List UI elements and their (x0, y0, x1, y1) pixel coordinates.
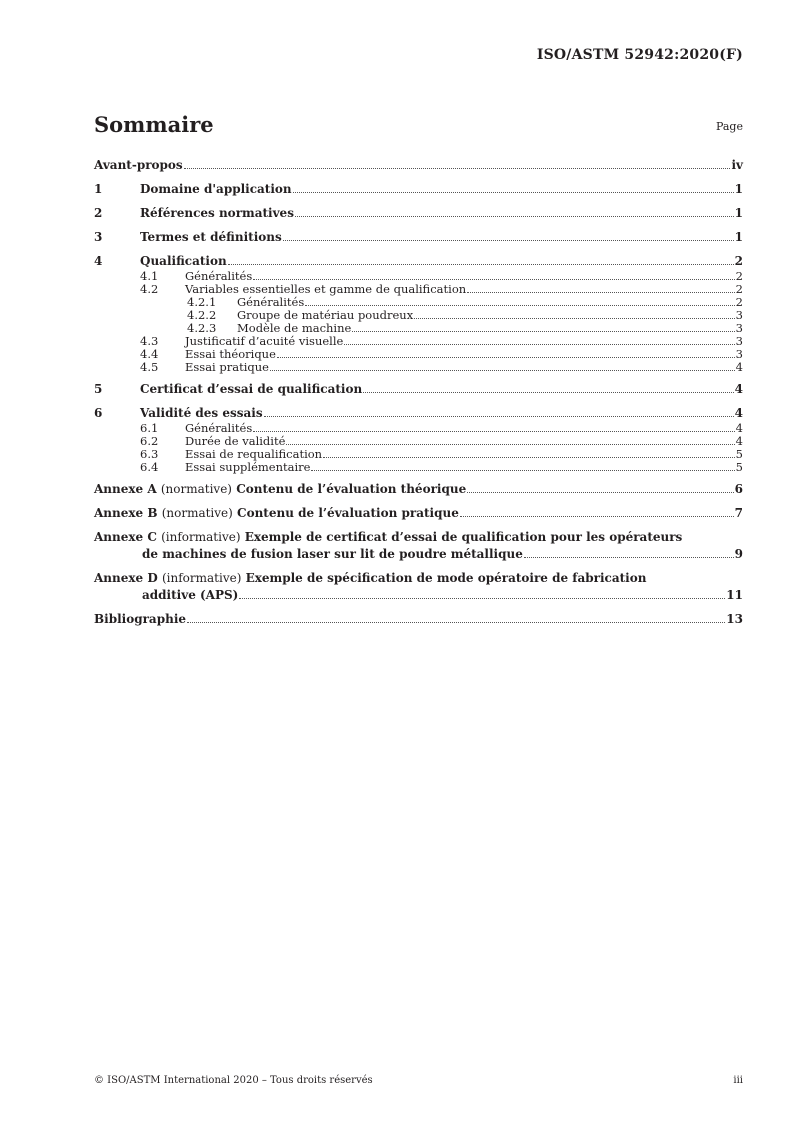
dot-leader (270, 370, 735, 371)
annex-kind: (informative) (161, 530, 241, 544)
toc-entry-label: Généralités (237, 295, 305, 309)
toc-entry-page: 3 (735, 308, 743, 322)
dot-leader (323, 457, 735, 458)
toc-entry-label: Essai pratique (185, 360, 269, 374)
toc-entry-page: 3 (735, 347, 743, 361)
toc-entry-page: 2 (734, 254, 743, 268)
dot-leader (460, 516, 734, 517)
annex-prefix: Annexe B (94, 506, 158, 520)
dot-leader (253, 431, 734, 432)
toc-entry-section-6-4[interactable] (94, 461, 743, 474)
toc-entry-number: 4.1 (140, 269, 159, 283)
toc-entry-number: 6 (94, 406, 103, 420)
dot-leader (187, 622, 725, 623)
dot-leader (184, 168, 731, 169)
toc-entry-label: Références normatives (140, 206, 294, 220)
toc-entry-section-3[interactable] (94, 229, 743, 246)
toc-entry-annex-c[interactable] (94, 529, 743, 563)
toc-entry-number: 4.2.3 (187, 321, 217, 335)
dot-leader (264, 416, 734, 417)
toc-entry-page: 4 (734, 406, 743, 420)
toc-entry-label: Groupe de matériau poudreux (237, 308, 414, 322)
annex-title-continued: additive (APS) (142, 588, 239, 602)
annex-title: Exemple de certificat d’essai de qualification pour les opérateurs (244, 530, 683, 544)
toc-entry-page: 3 (735, 321, 743, 335)
toc-entry-label: Validité des essais (140, 406, 263, 420)
toc-entry-number: 4.4 (140, 347, 159, 361)
annex-prefix: Annexe A (94, 482, 157, 496)
toc-entry-page: 1 (734, 182, 743, 196)
toc-entry-section-4-5[interactable] (94, 361, 743, 374)
toc-entry-page: 2 (735, 269, 743, 283)
annex-prefix: Annexe C (94, 530, 157, 544)
annex-kind: (normative) (161, 506, 233, 520)
dot-leader (467, 492, 733, 493)
toc-entry-label: Qualification (140, 254, 227, 268)
toc-entry-page: 9 (734, 547, 743, 561)
toc-entry-annex-b[interactable] (94, 505, 743, 522)
toc-entry-number: 2 (94, 206, 103, 220)
dot-leader (277, 357, 735, 358)
annex-title-continued: de machines de fusion laser sur lit de poudre métallique (142, 547, 523, 561)
toc-entry-number: 5 (94, 382, 103, 396)
dot-leader (253, 279, 734, 280)
toc-entry-number: 3 (94, 230, 103, 244)
toc-entry-label: Termes et définitions (140, 230, 282, 244)
dot-leader (293, 192, 734, 193)
dot-leader (239, 598, 725, 599)
toc-entry-bibliography[interactable] (94, 611, 743, 628)
toc-entry-page: 4 (735, 434, 743, 448)
toc-entry-page: 6 (734, 482, 743, 496)
toc-entry-section-1[interactable] (94, 181, 743, 198)
dot-leader (228, 264, 734, 265)
dot-leader (311, 470, 734, 471)
dot-leader (524, 557, 734, 558)
table-of-contents (94, 157, 743, 628)
dot-leader (305, 305, 734, 306)
annex-prefix: Annexe D (94, 571, 158, 585)
toc-entry-label: Avant-propos (94, 158, 183, 172)
annex-title: Contenu de l’évaluation pratique (237, 506, 459, 520)
copyright-notice: © ISO/ASTM International 2020 – Tous droits réservés (94, 1075, 373, 1086)
toc-entry-label: Essai théorique (185, 347, 276, 361)
dot-leader (363, 392, 733, 393)
annex-kind: (informative) (161, 571, 242, 585)
toc-entry-page: 4 (734, 382, 743, 396)
toc-entry-label: Modèle de machine (237, 321, 352, 335)
dot-leader (286, 444, 734, 445)
toc-entry-number: 4.3 (140, 334, 159, 348)
toc-entry-number: 6.3 (140, 447, 159, 461)
document-id: ISO/ASTM 52942:2020(F) (536, 47, 743, 63)
toc-entry-page: 11 (726, 588, 743, 602)
toc-entry-page: 4 (735, 421, 743, 435)
toc-entry-label: Domaine d'application (140, 182, 292, 196)
footer-page-number: iii (733, 1075, 743, 1086)
toc-entry-page: 1 (734, 206, 743, 220)
toc-entry-foreword[interactable] (94, 157, 743, 174)
toc-entry-page: 2 (735, 282, 743, 296)
toc-entry-page: 5 (735, 460, 743, 474)
toc-entry-annex-a[interactable] (94, 481, 743, 498)
annex-title: Contenu de l’évaluation théorique (236, 482, 467, 496)
toc-entry-number: 6.4 (140, 460, 159, 474)
toc-entry-section-2[interactable] (94, 205, 743, 222)
toc-entry-label: Certificat d’essai de qualification (140, 382, 363, 396)
dot-leader (352, 331, 734, 332)
toc-entry-page: 2 (735, 295, 743, 309)
toc-entry-number: 4 (94, 254, 103, 268)
annex-kind: (normative) (160, 482, 232, 496)
toc-entry-page: 3 (735, 334, 743, 348)
toc-entry-label: Généralités (185, 421, 253, 435)
toc-heading: Sommaire (94, 112, 214, 137)
toc-entry-page: 1 (734, 230, 743, 244)
toc-entry-annex-d[interactable] (94, 570, 743, 604)
toc-entry-label: Essai de requalification (185, 447, 323, 461)
toc-entry-number: 6.1 (140, 421, 159, 435)
toc-entry-number: 4.5 (140, 360, 159, 374)
toc-entry-section-6[interactable] (94, 405, 743, 422)
toc-entry-label: Bibliographie (94, 612, 187, 626)
toc-entry-page: 13 (726, 612, 743, 626)
toc-entry-label: Généralités (185, 269, 253, 283)
dot-leader (344, 344, 734, 345)
toc-entry-number: 4.2 (140, 282, 159, 296)
annex-title: Exemple de spécification de mode opératoire de fabrication (245, 571, 647, 585)
toc-entry-label: Variables essentielles et gamme de qualification (185, 282, 467, 296)
toc-entry-page: 5 (735, 447, 743, 461)
toc-entry-label: Justificatif d’acuité visuelle (185, 334, 344, 348)
dot-leader (295, 216, 734, 217)
toc-entry-label: Durée de validité (185, 434, 286, 448)
toc-entry-number: 4.2.2 (187, 308, 217, 322)
toc-entry-section-4[interactable] (94, 253, 743, 270)
toc-entry-page: 4 (735, 360, 743, 374)
toc-entry-section-5[interactable] (94, 381, 743, 398)
toc-entry-page: 7 (734, 506, 743, 520)
toc-entry-number: 4.2.1 (187, 295, 217, 309)
toc-entry-label: Essai supplémentaire (185, 460, 311, 474)
page-column-label: Page (715, 120, 743, 133)
dot-leader (283, 240, 734, 241)
toc-entry-number: 6.2 (140, 434, 159, 448)
dot-leader (467, 292, 735, 293)
toc-entry-page: iv (731, 158, 743, 172)
toc-entry-number: 1 (94, 182, 103, 196)
dot-leader (414, 318, 734, 319)
